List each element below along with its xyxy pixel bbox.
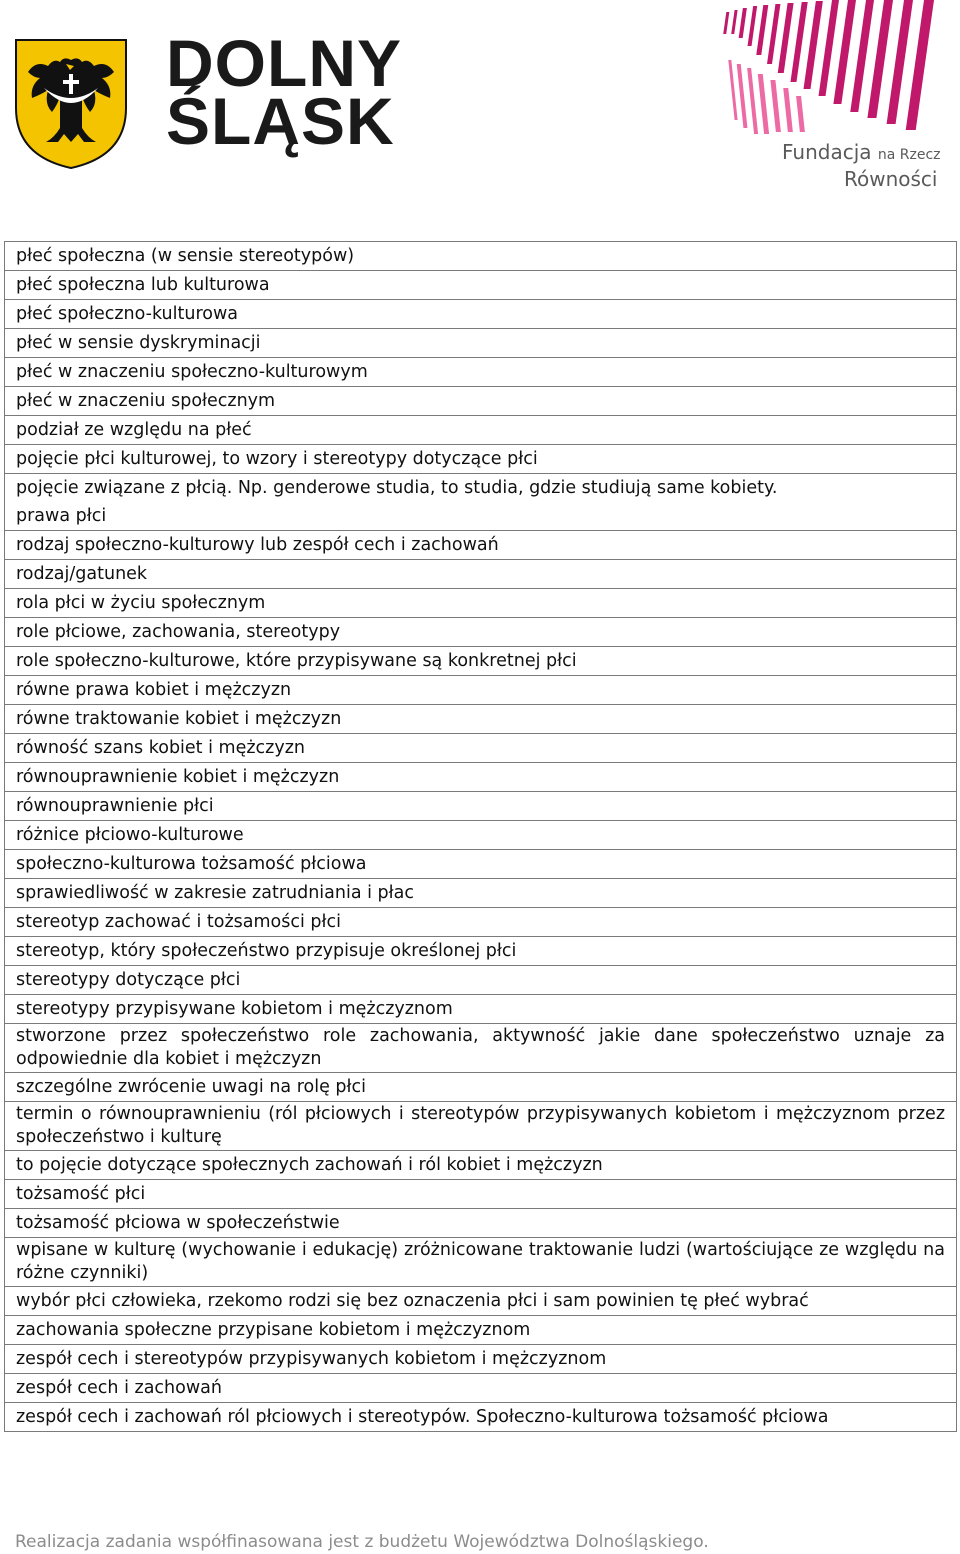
table-cell: zespół cech i zachowań ról płciowych i stereotypów. Społeczno-kulturowa tożsamość płciowa — [5, 1403, 957, 1432]
table-cell: to pojęcie dotyczące społecznych zachowań i ról kobiet i mężczyzn — [5, 1151, 957, 1180]
fundacja-word: Fundacja — [782, 140, 872, 164]
table-row — [5, 502, 957, 531]
table-cell: płeć w znaczeniu społeczno-kulturowym — [5, 358, 957, 387]
table-row — [5, 300, 957, 329]
table-row — [5, 474, 957, 503]
table-row — [5, 1345, 957, 1374]
table-row — [5, 329, 957, 358]
table-cell: wpisane w kulturę (wychowanie i edukację) zróżnicowane traktowanie ludzi (wartościujące ze względu na różne czynniki) — [5, 1238, 957, 1287]
table-row — [5, 734, 957, 763]
table-row — [5, 1073, 957, 1102]
table-row — [5, 966, 957, 995]
table-cell: płeć społeczna (w sensie stereotypów) — [5, 242, 957, 271]
table-cell: role płciowe, zachowania, stereotypy — [5, 618, 957, 647]
table-row — [5, 531, 957, 560]
table-cell: stereotypy przypisywane kobietom i mężczyznom — [5, 995, 957, 1024]
table-cell: równość szans kobiet i mężczyzn — [5, 734, 957, 763]
page-header — [0, 0, 960, 230]
table-row — [5, 879, 957, 908]
table-row — [5, 850, 957, 879]
table-row — [5, 1374, 957, 1403]
table-cell: stworzone przez społeczeństwo role zachowania, aktywność jakie dane społeczeństwo uznaje za odpowiednie dla kobiet i mężczyzn — [5, 1024, 957, 1073]
table-cell: pojęcie płci kulturowej, to wzory i stereotypy dotyczące płci — [5, 445, 957, 474]
table-cell: społeczno-kulturowa tożsamość płciowa — [5, 850, 957, 879]
table-cell: równe prawa kobiet i mężczyzn — [5, 676, 957, 705]
dolny-slask-logo — [166, 26, 402, 158]
table-row — [5, 1102, 957, 1151]
table-cell: różnice płciowo-kulturowe — [5, 821, 957, 850]
table-cell: pojęcie związane z płcią. Np. genderowe studia, to studia, gdzie studiują same kobiety. — [5, 474, 957, 503]
table-row — [5, 1403, 957, 1432]
table-cell: płeć w znaczeniu społecznym — [5, 387, 957, 416]
table-cell: zachowania społeczne przypisane kobietom i mężczyznom — [5, 1316, 957, 1345]
table-row — [5, 792, 957, 821]
footer-note: Realizacja zadania współfinasowana jest z budżetu Województwa Dolnośląskiego. — [15, 1532, 709, 1552]
table-cell: stereotyp zachować i tożsamości płci — [5, 908, 957, 937]
table-row — [5, 358, 957, 387]
table-row — [5, 937, 957, 966]
table-row — [5, 1151, 957, 1180]
table-cell: zespół cech i stereotypów przypisywanych kobietom i mężczyznom — [5, 1345, 957, 1374]
table-cell: termin o równouprawnieniu (ról płciowych i stereotypów przypisywanych kobietom i mężczyznom przez społeczeństwo i kulturę — [5, 1102, 957, 1151]
table-cell: płeć w sensie dyskryminacji — [5, 329, 957, 358]
table-cell: tożsamość płciowa w społeczeństwie — [5, 1209, 957, 1238]
table-row — [5, 1209, 957, 1238]
table-cell: tożsamość płci — [5, 1180, 957, 1209]
table-row — [5, 821, 957, 850]
table-cell: szczególne zwrócenie uwagi na rolę płci — [5, 1073, 957, 1102]
table-cell: role społeczno-kulturowe, które przypisywane są konkretnej płci — [5, 647, 957, 676]
fundacja-logo-text — [782, 140, 942, 191]
terms-table — [4, 241, 957, 1432]
table-row — [5, 560, 957, 589]
na-rzecz-word: na Rzecz — [877, 147, 941, 163]
table-row — [5, 908, 957, 937]
table-row — [5, 445, 957, 474]
table-row — [5, 1180, 957, 1209]
table-cell: wybór płci człowieka, rzekomo rodzi się bez oznaczenia płci i sam powinien tę płeć wybrać — [5, 1287, 957, 1316]
table-row — [5, 763, 957, 792]
table-row — [5, 242, 957, 271]
table-row — [5, 647, 957, 676]
table-row — [5, 618, 957, 647]
table-row — [5, 1024, 957, 1073]
table-cell: stereotyp, który społeczeństwo przypisuje określonej płci — [5, 937, 957, 966]
rownosci-word: Równości — [844, 167, 938, 191]
table-cell: płeć społeczno-kulturowa — [5, 300, 957, 329]
table-row — [5, 995, 957, 1024]
logo-line-slask: ŚLĄSK — [166, 84, 395, 158]
table-cell: podział ze względu na płeć — [5, 416, 957, 445]
table-row — [5, 387, 957, 416]
eagle-crest-icon — [14, 38, 128, 170]
table-row — [5, 271, 957, 300]
table-cell: rola płci w życiu społecznym — [5, 589, 957, 618]
table-cell: sprawiedliwość w zakresie zatrudniania i płac — [5, 879, 957, 908]
table-cell: równouprawnienie płci — [5, 792, 957, 821]
table-row — [5, 589, 957, 618]
table-row — [5, 1287, 957, 1316]
table-cell: płeć społeczna lub kulturowa — [5, 271, 957, 300]
table-cell: stereotypy dotyczące płci — [5, 966, 957, 995]
table-row — [5, 1316, 957, 1345]
table-cell: rodzaj/gatunek — [5, 560, 957, 589]
table-cell: rodzaj społeczno-kulturowy lub zespół cech i zachowań — [5, 531, 957, 560]
table-row — [5, 676, 957, 705]
table-cell: równe traktowanie kobiet i mężczyzn — [5, 705, 957, 734]
logo-line-dolny: DOLNY — [166, 26, 402, 100]
table-row — [5, 1238, 957, 1287]
table-cell: równouprawnienie kobiet i mężczyzn — [5, 763, 957, 792]
table-row — [5, 705, 957, 734]
table-row — [5, 416, 957, 445]
table-cell: prawa płci — [5, 502, 957, 531]
table-cell: zespół cech i zachowań — [5, 1374, 957, 1403]
